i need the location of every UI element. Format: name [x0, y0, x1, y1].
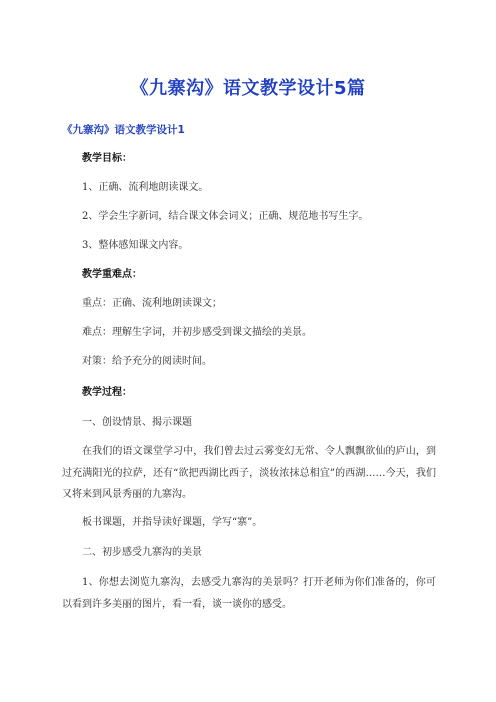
- goal-item: 3、整体感知课文内容。: [82, 240, 189, 251]
- intro-paragraph: 在我们的语文课堂学习中，我们曾去过云雾变幻无常、令人飘飘欲仙的庐山，到过充满阳光的拉萨，还有“欲把西湖比西子，淡妆浓抹总相宜”的西湖……今天，我们又将来到风景秀丽的九寨沟。: [62, 446, 436, 500]
- section-title: 《九寨沟》语文教学设计1: [62, 124, 185, 136]
- key-point-item: 重点：正确、流利地朗读课文；: [82, 298, 222, 309]
- process-heading: 教学过程：: [82, 387, 132, 398]
- key-points-heading: 教学重难点：: [82, 269, 142, 280]
- question-paragraph: 1、你想去浏览九寨沟，去感受九寨沟的美景吗？打开老师为你们准备的，你可以看到许多美丽的图片，看一看，谈一谈你的感受。: [62, 577, 436, 610]
- goals-heading: 教学目标：: [82, 153, 132, 164]
- goal-item: 1、正确、流利地朗读课文。: [82, 182, 209, 193]
- board-line: 板书课题，并指导读好课题，学写“寨”。: [82, 517, 263, 528]
- step-heading: 二、初步感受九寨沟的美景: [82, 547, 202, 558]
- document-title: 《九寨沟》语文教学设计5篇: [130, 78, 366, 99]
- key-point-item: 难点：理解生字词，并初步感受到课文描绘的美景。: [82, 327, 312, 338]
- step-heading: 一、创设情景、揭示课题: [82, 417, 192, 428]
- goal-item: 2、学会生字新词，结合课文体会词义；正确、规范地书写生字。: [82, 211, 369, 222]
- key-point-item: 对策：给予充分的阅读时间。: [82, 356, 212, 367]
